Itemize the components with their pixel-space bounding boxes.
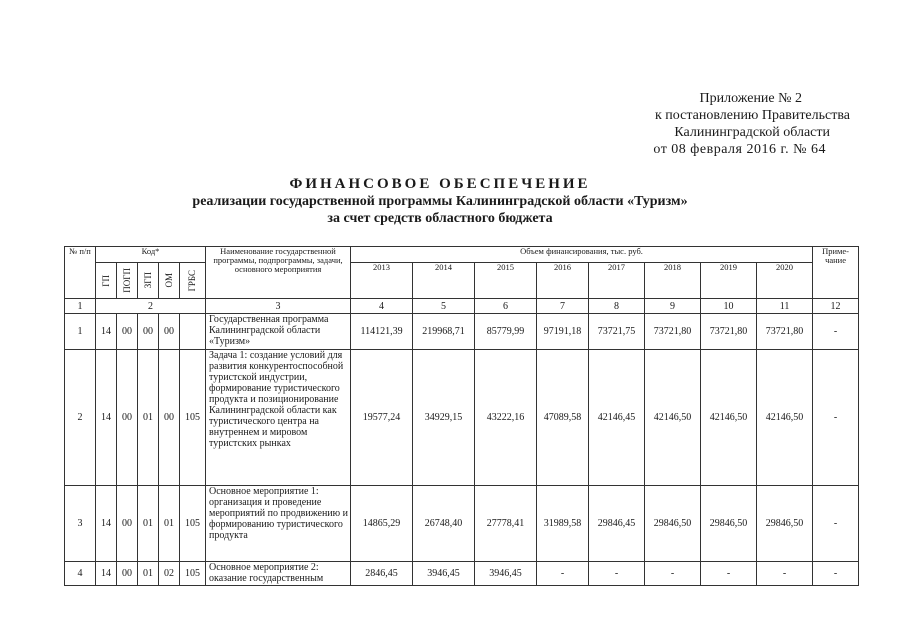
value-cell: - — [757, 562, 813, 586]
note-cell: - — [813, 562, 859, 586]
row-number: 3 — [65, 486, 96, 562]
index-row — [65, 299, 859, 314]
header-code-zgp: ЗГП — [138, 263, 159, 299]
header-year-2018: 2018 — [645, 263, 701, 299]
index-cell: 12 — [813, 299, 859, 314]
document-subtitle-2: за счет средств областного бюджета — [327, 211, 553, 226]
value-cell: - — [589, 562, 645, 586]
value-cell: 29846,50 — [701, 486, 757, 562]
value-cell: 42146,50 — [701, 350, 757, 486]
header-year-2017: 2017 — [589, 263, 645, 299]
value-cell: - — [537, 562, 589, 586]
header-row-2 — [65, 263, 859, 299]
header-year-2013: 2013 — [351, 263, 413, 299]
appendix-block — [600, 90, 850, 158]
code-cell: 14 — [96, 314, 117, 350]
index-cell: 11 — [757, 299, 813, 314]
index-cell: 9 — [645, 299, 701, 314]
row-number: 2 — [65, 350, 96, 486]
value-cell: 219968,71 — [413, 314, 475, 350]
index-cell: 3 — [206, 299, 351, 314]
row-number: 1 — [65, 314, 96, 350]
value-cell: 14865,29 — [351, 486, 413, 562]
code-cell: 14 — [96, 486, 117, 562]
document-subtitle: реализации государственной программы Калининградской области «Туризм» — [192, 194, 688, 209]
index-cell: 7 — [537, 299, 589, 314]
index-cell: 5 — [413, 299, 475, 314]
value-cell: 31989,58 — [537, 486, 589, 562]
header-num: № п/п — [65, 247, 96, 299]
code-cell: 105 — [180, 350, 206, 486]
code-cell: 105 — [180, 562, 206, 586]
code-cell: 01 — [159, 486, 180, 562]
header-note: Приме-чание — [813, 247, 859, 299]
header-code-pogp: ПОГП — [117, 263, 138, 299]
value-cell: 42146,50 — [757, 350, 813, 486]
header-year-2015: 2015 — [475, 263, 537, 299]
appendix-line-3: Калининградской области — [674, 125, 830, 140]
header-name: Наименование государственной программы, подпрограммы, задачи, основного мероприятия — [206, 247, 351, 299]
index-cell: 10 — [701, 299, 757, 314]
header-code-gp: ГП — [96, 263, 117, 299]
table-row — [65, 486, 859, 562]
value-cell: 73721,80 — [645, 314, 701, 350]
code-cell — [180, 314, 206, 350]
header-volume: Объем финансирования, тыс. руб. — [351, 247, 813, 263]
value-cell: - — [645, 562, 701, 586]
value-cell: 43222,16 — [475, 350, 537, 486]
index-cell: 8 — [589, 299, 645, 314]
code-cell: 00 — [117, 486, 138, 562]
note-cell: - — [813, 350, 859, 486]
row-name: Задача 1: создание условий для развития конкурентоспособной туристской индустрии, формирование туристического продукта и позиционирование Калининградской области как туристического центра на внутреннем и мировом туристских рынках — [206, 350, 351, 486]
code-cell: 01 — [138, 562, 159, 586]
code-cell: 00 — [117, 314, 138, 350]
value-cell: 3946,45 — [413, 562, 475, 586]
appendix-line-4: от 08 февраля 2016 г. № 64 — [653, 142, 826, 157]
row-name: Основное мероприятие 2: оказание государственным — [206, 562, 351, 586]
code-cell: 105 — [180, 486, 206, 562]
code-cell: 00 — [159, 314, 180, 350]
header-year-2020: 2020 — [757, 263, 813, 299]
note-cell: - — [813, 314, 859, 350]
value-cell: 29846,50 — [757, 486, 813, 562]
value-cell: - — [701, 562, 757, 586]
header-year-2016: 2016 — [537, 263, 589, 299]
row-name: Основное мероприятие 1: организация и проведение мероприятий по продвижению и формированию туристического продукта — [206, 486, 351, 562]
header-year-2014: 2014 — [413, 263, 475, 299]
row-number: 4 — [65, 562, 96, 586]
code-cell: 00 — [159, 350, 180, 486]
code-cell: 01 — [138, 350, 159, 486]
value-cell: 2846,45 — [351, 562, 413, 586]
header-code-om: ОМ — [159, 263, 180, 299]
value-cell: 47089,58 — [537, 350, 589, 486]
value-cell: 3946,45 — [475, 562, 537, 586]
index-cell: 2 — [96, 299, 206, 314]
value-cell: 42146,45 — [589, 350, 645, 486]
value-cell: 29846,50 — [645, 486, 701, 562]
row-name: Государственная программа Калининградской области «Туризм» — [206, 314, 351, 350]
value-cell: 73721,75 — [589, 314, 645, 350]
value-cell: 73721,80 — [757, 314, 813, 350]
appendix-line-1: Приложение № 2 — [699, 91, 802, 106]
table-row — [65, 314, 859, 350]
financing-table — [64, 246, 859, 586]
appendix-line-2: к постановлению Правительства — [654, 108, 850, 123]
note-cell: - — [813, 486, 859, 562]
value-cell: 19577,24 — [351, 350, 413, 486]
value-cell: 73721,80 — [701, 314, 757, 350]
code-cell: 00 — [138, 314, 159, 350]
value-cell: 114121,39 — [351, 314, 413, 350]
table-row — [65, 562, 859, 586]
table-row — [65, 350, 859, 486]
document-title: ФИНАНСОВОЕ ОБЕСПЕЧЕНИЕ — [289, 176, 591, 192]
value-cell: 42146,50 — [645, 350, 701, 486]
header-year-2019: 2019 — [701, 263, 757, 299]
index-cell: 4 — [351, 299, 413, 314]
value-cell: 26748,40 — [413, 486, 475, 562]
code-cell: 14 — [96, 350, 117, 486]
header-row-1 — [65, 247, 859, 263]
header-code-grbs: ГРБС — [180, 263, 206, 299]
code-cell: 14 — [96, 562, 117, 586]
index-cell: 6 — [475, 299, 537, 314]
code-cell: 02 — [159, 562, 180, 586]
code-cell: 00 — [117, 562, 138, 586]
table-body — [65, 314, 859, 586]
value-cell: 97191,18 — [537, 314, 589, 350]
value-cell: 29846,45 — [589, 486, 645, 562]
value-cell: 27778,41 — [475, 486, 537, 562]
code-cell: 00 — [117, 350, 138, 486]
index-cell: 1 — [65, 299, 96, 314]
value-cell: 85779,99 — [475, 314, 537, 350]
value-cell: 34929,15 — [413, 350, 475, 486]
header-code: Код* — [96, 247, 206, 263]
code-cell: 01 — [138, 486, 159, 562]
